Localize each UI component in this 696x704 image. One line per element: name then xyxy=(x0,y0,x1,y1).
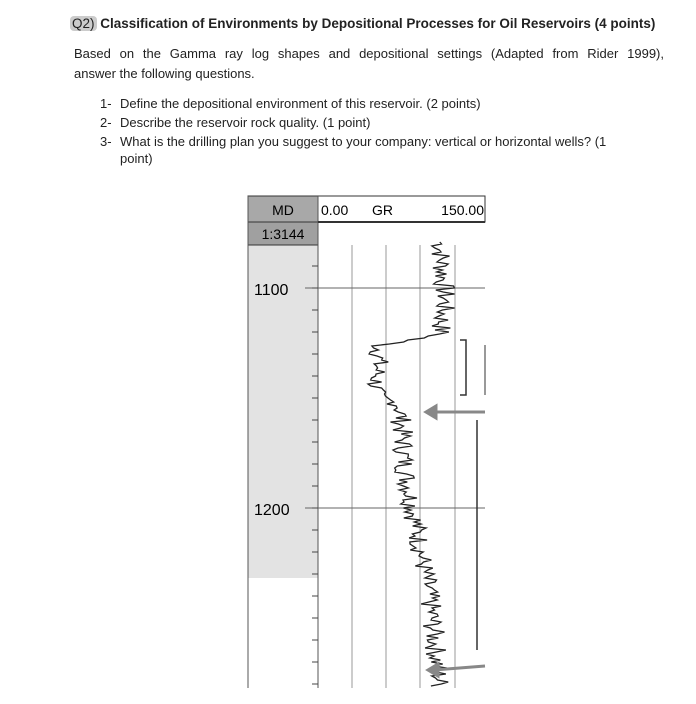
depth-label-1200: 1200 xyxy=(254,502,290,519)
question-number: Q2) xyxy=(72,16,95,31)
item-text: Describe the reservoir rock quality. (1 point) xyxy=(120,115,371,130)
arrow-icon xyxy=(428,664,485,676)
scale-label: 1:3144 xyxy=(261,226,305,242)
gr-curve xyxy=(368,242,455,686)
bracket-marker xyxy=(460,340,466,395)
item-text: What is the drilling plan you suggest to your company: vertical or horizontal wells? (1 xyxy=(120,134,607,149)
depth-label-1100: 1100 xyxy=(254,282,289,299)
item-number: 1- xyxy=(100,96,112,111)
intro-line-1: Based on the Gamma ray log shapes and depositional settings (Adapted from Rider 1999), xyxy=(74,46,664,61)
item-text-continued: point) xyxy=(120,151,153,166)
gr-label: GR xyxy=(372,202,393,218)
item-number: 3- xyxy=(100,134,112,149)
gr-max-label: 150.00 xyxy=(441,202,484,218)
question-title-text: Classification of Environments by Depositional Processes for Oil Reservoirs (4 points) xyxy=(100,16,656,31)
gr-min-label: 0.00 xyxy=(321,202,349,218)
item-number: 2- xyxy=(100,115,112,130)
md-label: MD xyxy=(272,202,294,218)
item-text: Define the depositional environment of this reservoir. (2 points) xyxy=(120,96,481,111)
intro-line-2: answer the following questions. xyxy=(74,66,255,81)
